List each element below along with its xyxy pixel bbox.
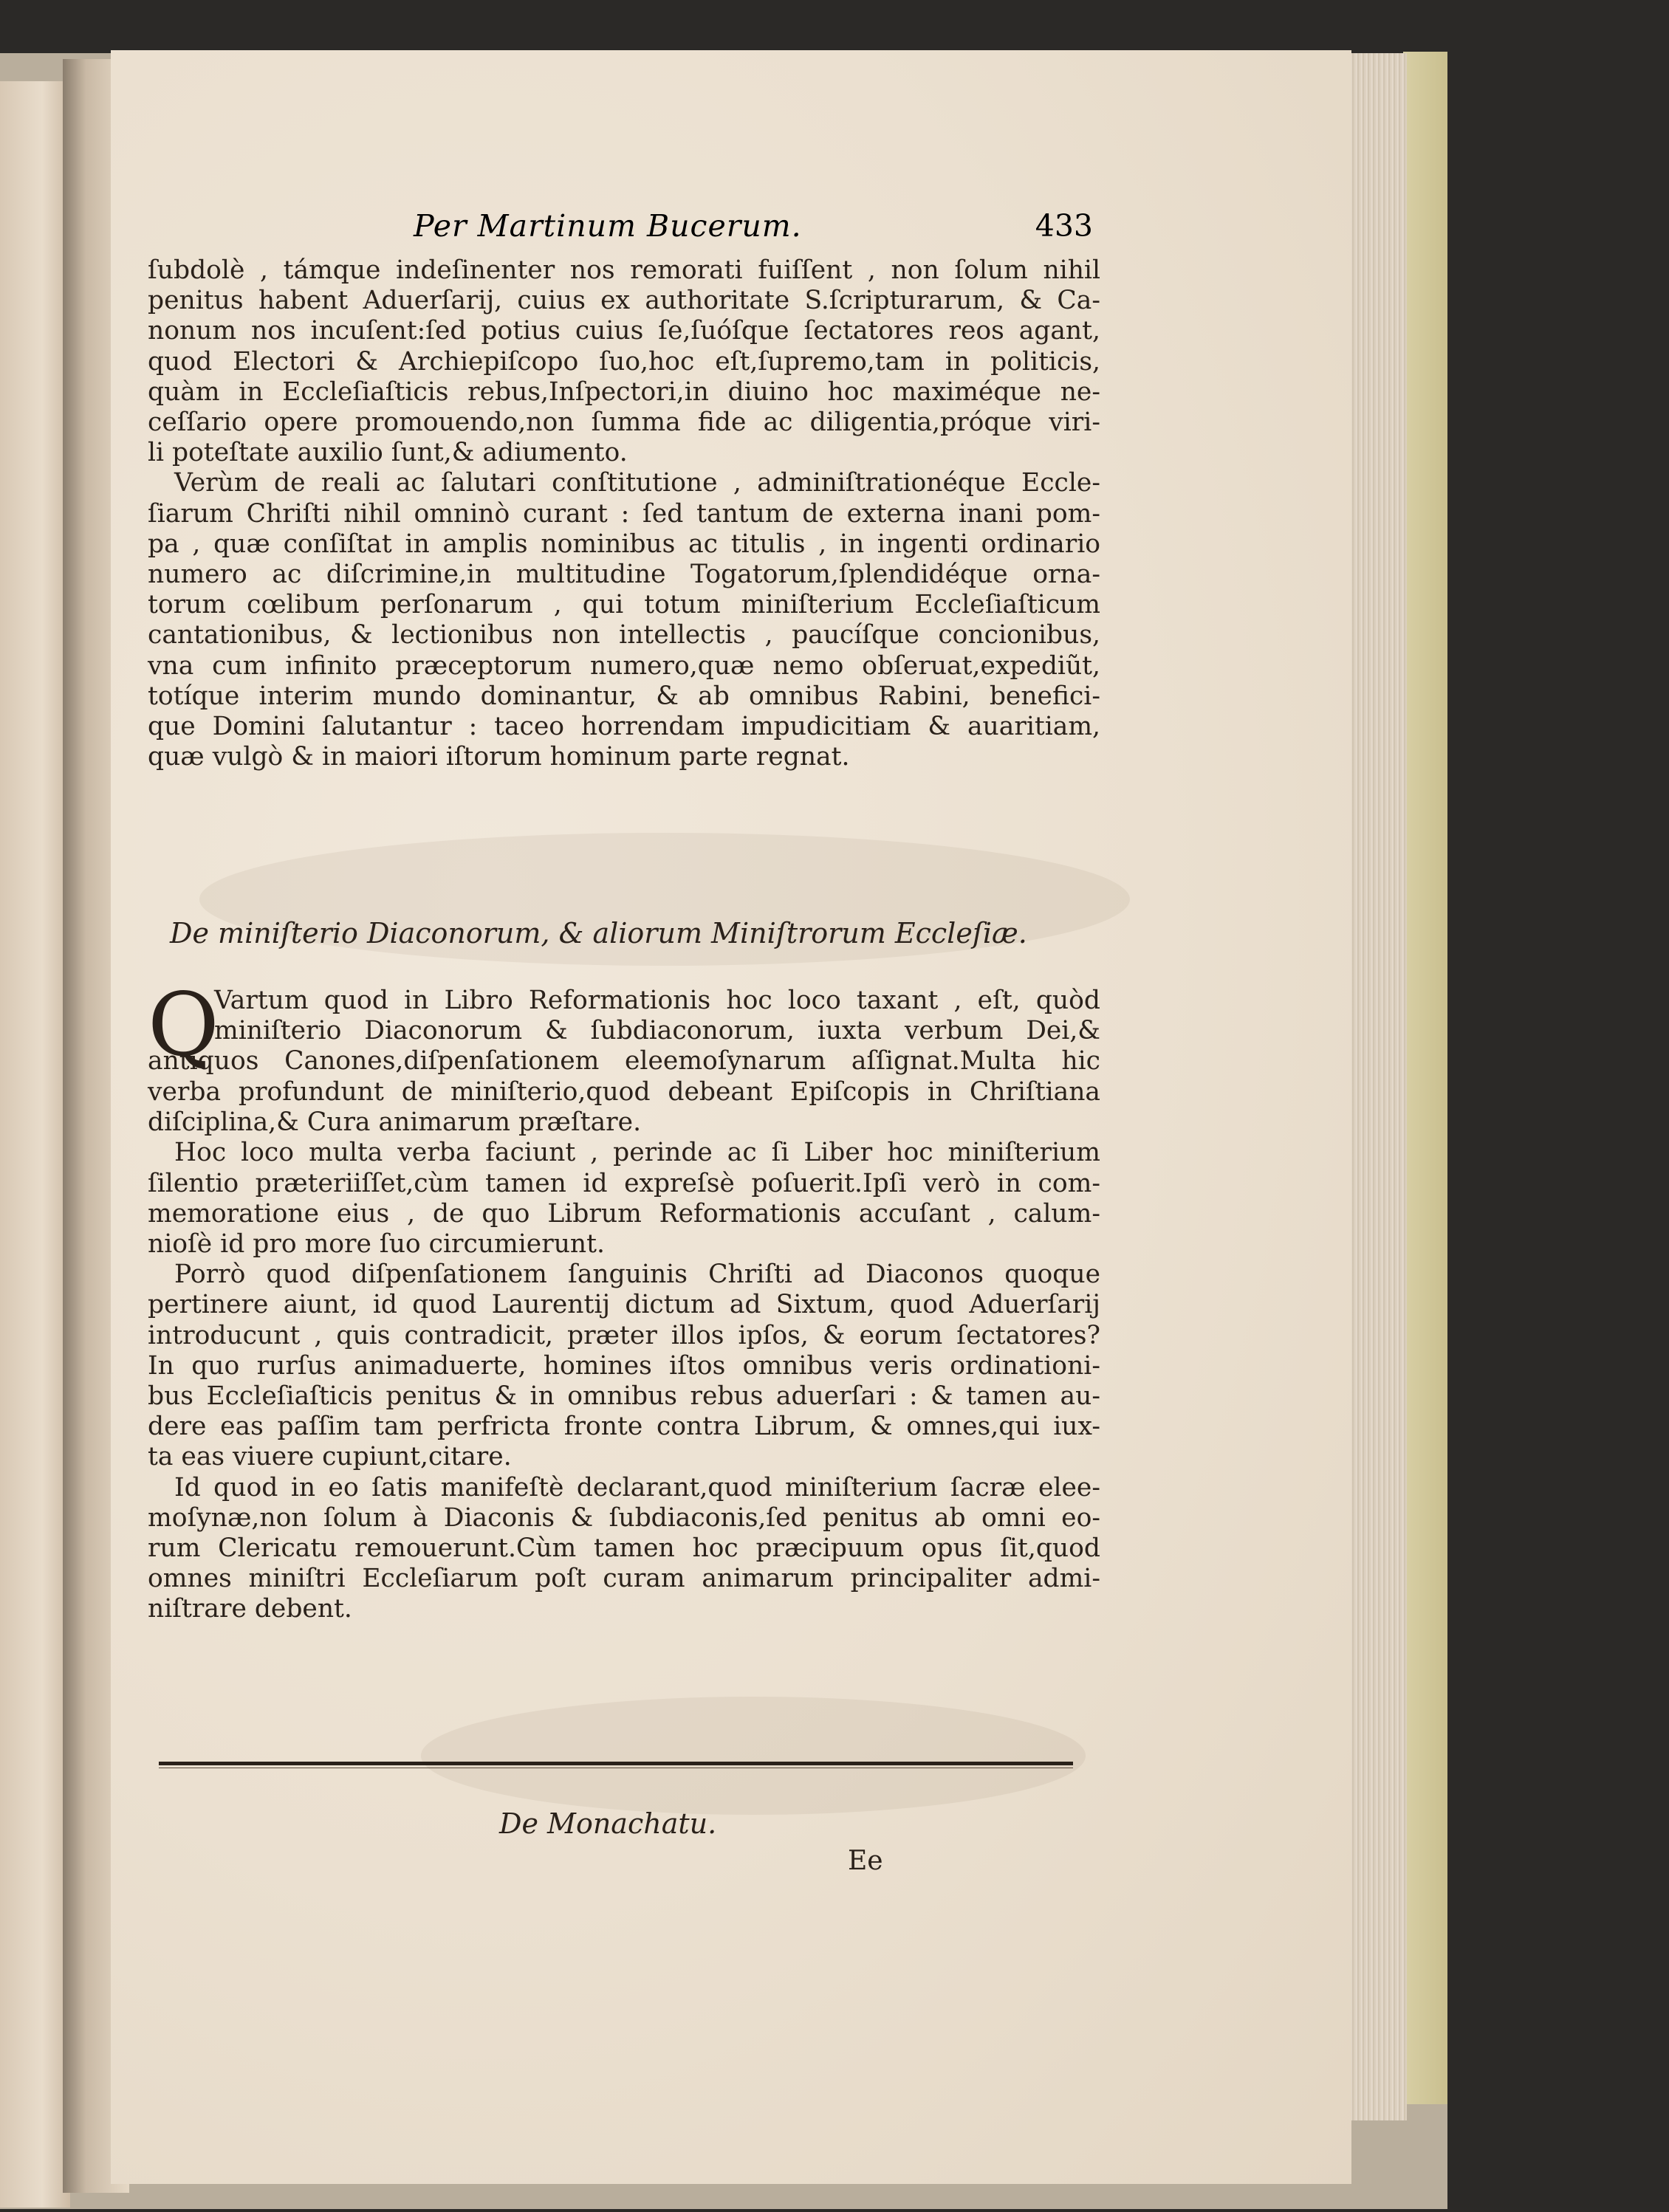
opening-paragraphs: [148, 255, 1100, 772]
text-line: introducunt , quis contradicit, præter illos ipſos, & eorum ſectatores?: [148, 1320, 1100, 1350]
text-line: totíque interim mundo dominantur, & ab omnibus Rabini, benefici-: [148, 681, 1100, 711]
text-line: numero ac diſcrimine,in multitudine Togatorum,ſplendidéque orna-: [148, 560, 1100, 590]
running-title: Per Martinum Bucerum.: [414, 208, 802, 244]
text-line: nonum nos incuſent:ſed potius cuius ſe,ſuóſque ſectatores reos agant,: [148, 316, 1100, 346]
section-paragraphs: [148, 1077, 1100, 1625]
next-section-heading: De Monachatu.: [499, 1807, 717, 1840]
drop-cap-third-line: [148, 1046, 1100, 1076]
text-line: cantationibus, & lectionibus non intellectis , paucíſque concionibus,: [148, 620, 1100, 650]
text-line: niſtrare debent.: [148, 1594, 352, 1624]
text-line: ſubdolè , támque indeſinenter nos remorati fuiſſent , non ſolum nihil: [148, 255, 1100, 285]
text-line: moſynæ,non ſolum à Diaconis & ſubdiaconis,ſed penitus ab omni eo-: [148, 1502, 1100, 1533]
text-line: Vartum quod in Libro Reformationis hoc loco taxant , eſt, quòd: [214, 986, 1100, 1015]
text-line: ta eas viuere cupiunt,citare.: [148, 1442, 512, 1472]
board-edge: [1403, 52, 1447, 2104]
text-line: torum cœlibum perſonarum , qui totum miniſterium Eccleſiaſticum: [148, 590, 1100, 620]
drop-cap-lines: [214, 986, 1100, 1046]
text-line: omnes miniſtri Eccleſiarum poſt curam animarum principaliter admi-: [148, 1564, 1100, 1594]
text-line: pa , quæ conſiſtat in amplis nominibus ac titulis , in ingenti ordinario: [148, 529, 1100, 559]
text-line: Verùm de reali ac ſalutari conſtitutione , adminiſtrationéque Eccle-: [174, 468, 1100, 498]
facing-page-edge: [0, 81, 70, 2208]
text-line: Hoc loco multa verba faciunt , perinde ac ſi Liber hoc miniſterium: [174, 1138, 1100, 1168]
text-line: quæ vulgò & in maiori iſtorum hominum parte regnat.: [148, 742, 850, 772]
text-line: ceſſario opere promouendo,non ſumma fide ac diligentia,próque viri-: [148, 408, 1100, 438]
show-through-stain: [421, 1697, 1086, 1815]
text-line: antiquos Canones,diſpenſationem eleemoſynarum aſſignat.Multa hic: [148, 1046, 1100, 1076]
text-line: Porrò quod diſpenſationem ſanguinis Chriſti ad Diaconos quoque: [174, 1260, 1100, 1290]
text-line: que Domini ſalutantur : taceo horrendam impudicitiam & auaritiam,: [148, 712, 1100, 742]
text-line: pertinere aiunt, id quod Laurentij dictum ad Sixtum, quod Aduerſarij: [148, 1290, 1100, 1320]
text-line: nioſè id pro more ſuo circumierunt.: [148, 1229, 605, 1260]
text-line: diſciplina,& Cura animarum præſtare.: [148, 1107, 642, 1138]
text-line: ſilentio præteriiſſet,cùm tamen id expreſsè poſuerit.Ipſi verò in com-: [148, 1168, 1100, 1198]
running-head: [414, 208, 1093, 253]
page-number: 433: [1035, 208, 1093, 244]
drop-cap: Q: [148, 974, 219, 1076]
text-line: In quo rurſus animaduerte, homines iſtos omnibus veris ordinationi-: [148, 1350, 1100, 1381]
page-stack-edges: [1344, 53, 1407, 2120]
text-line: vna cum infinito præceptorum numero,quæ nemo obſeruat,expediũt,: [148, 650, 1100, 681]
text-line: quàm in Eccleſiaſticis rebus,Inſpectori,in diuino hoc maximéque ne-: [148, 377, 1100, 407]
text-line: rum Clericatu remouerunt.Cùm tamen hoc præcipuum opus ſit,quod: [148, 1533, 1100, 1564]
text-line: memoratione eius , de quo Librum Reformationis accuſant , calum-: [148, 1198, 1100, 1229]
text-line: verba profundunt de miniſterio,quod debeant Epiſcopis in Chriſtiana: [148, 1077, 1100, 1107]
text-line: dere eas paſſim tam perfricta fronte contra Librum, & omnes,qui iux-: [148, 1412, 1100, 1442]
text-line: penitus habent Aduerſarij, cuius ex authoritate S.ſcripturarum, & Ca-: [148, 286, 1100, 316]
text-line: li poteſtate auxilio ſunt,& adiumento.: [148, 438, 628, 468]
signature-mark: Ee: [848, 1846, 883, 1876]
section-rule: [159, 1762, 1073, 1765]
text-line: ſiarum Chriſti nihil omninò curant : ſed tantum de externa inani pom-: [148, 498, 1100, 529]
text-line: miniſterio Diaconorum & ſubdiaconorum, iuxta verbum Dei,&: [214, 1016, 1100, 1046]
text-line: bus Eccleſiaſticis penitus & in omnibus rebus aduerſari : & tamen au-: [148, 1381, 1100, 1412]
text-line: Id quod in eo ſatis manifeſtè declarant,quod miniſterium ſacræ elee-: [174, 1472, 1100, 1502]
section-heading: De miniſterio Diaconorum, & aliorum Miniſtrorum Eccleſiæ.: [170, 917, 1027, 949]
text-line: quod Electori & Archiepiſcopo ſuo,hoc eſt,ſupremo,tam in politicis,: [148, 346, 1100, 377]
